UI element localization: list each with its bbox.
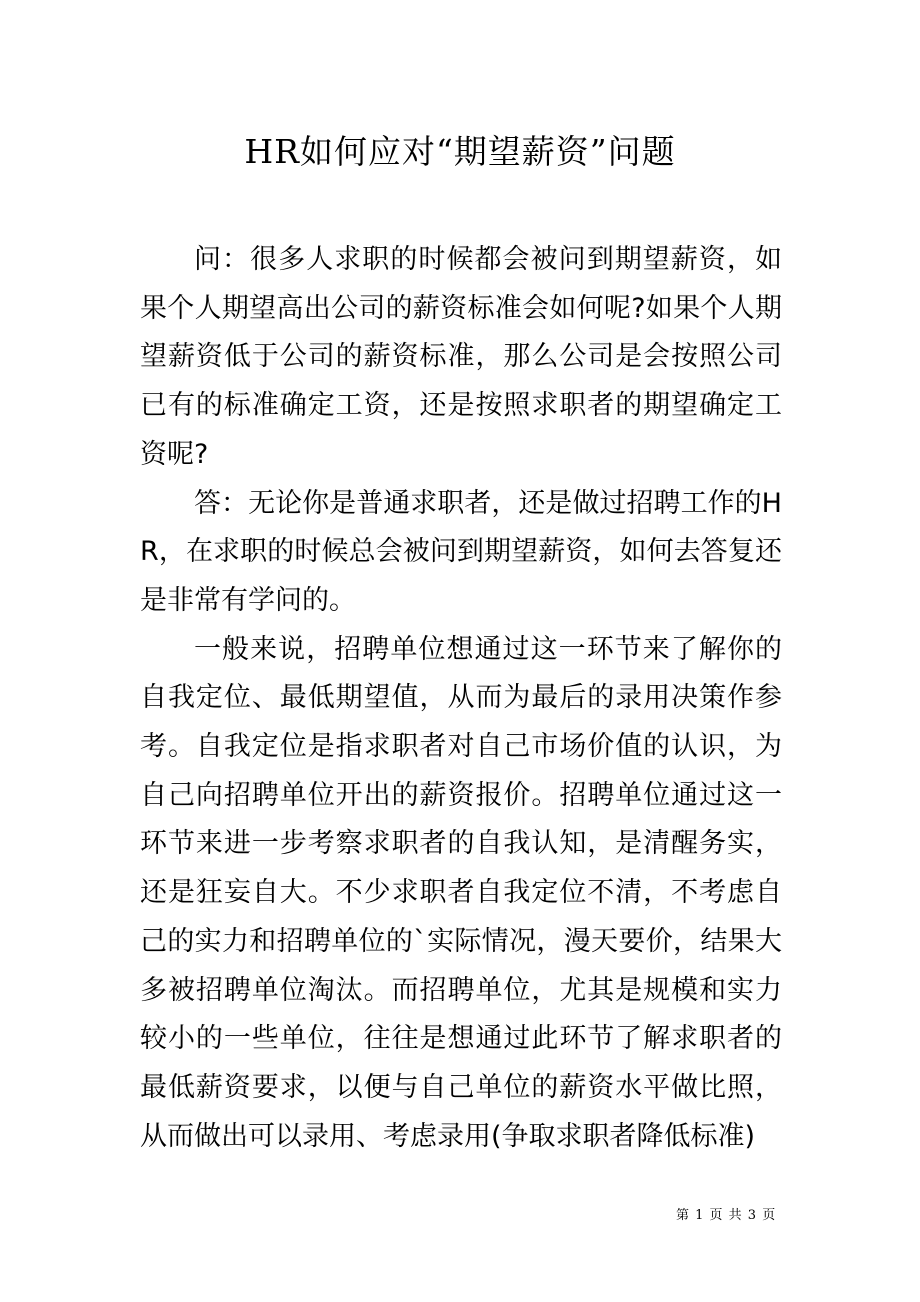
document-title: HR如何应对“期望薪资”问题 — [244, 132, 676, 171]
paragraph-question: 问：很多人求职的时候都会被问到期望薪资，如果个人期望高出公司的薪资标准会如何呢?如果个人期望薪资低于公司的薪资标准，那么公司是会按照公司已有的标准确定工资，还是按照求职者的期望确定工资呢? — [140, 244, 782, 470]
page-number-footer: 第 1 页 共 3 页 — [676, 1208, 777, 1223]
paragraph-explanation: 一般来说，招聘单位想通过这一环节来了解你的自我定位、最低期望值，从而为最后的录用决策作参考。自我定位是指求职者对自己市场价值的认识，为自己向招聘单位开出的薪资报价。招聘单位通过这一环节来进一步考察求职者的自我认知，是清醒务实，还是狂妄自大。不少求职者自我定位不清，不考虑自己的实力和招聘单位的`实际情况，漫天要价，结果大多被招聘单位淘汰。而招聘单位，尤其是规模和实力较小的一些单位，往往是想通过此环节了解求职者的最低薪资要求，以便与自己单位的薪资水平做比照，从而做出可以录用、考虑录用(争取求职者降低标准) — [140, 633, 782, 1152]
document-body — [140, 236, 782, 1161]
paragraph-answer: 答：无论你是普通求职者，还是做过招聘工作的HR，在求职的时候总会被问到期望薪资，如何去答复还是非常有学问的。 — [140, 487, 782, 616]
